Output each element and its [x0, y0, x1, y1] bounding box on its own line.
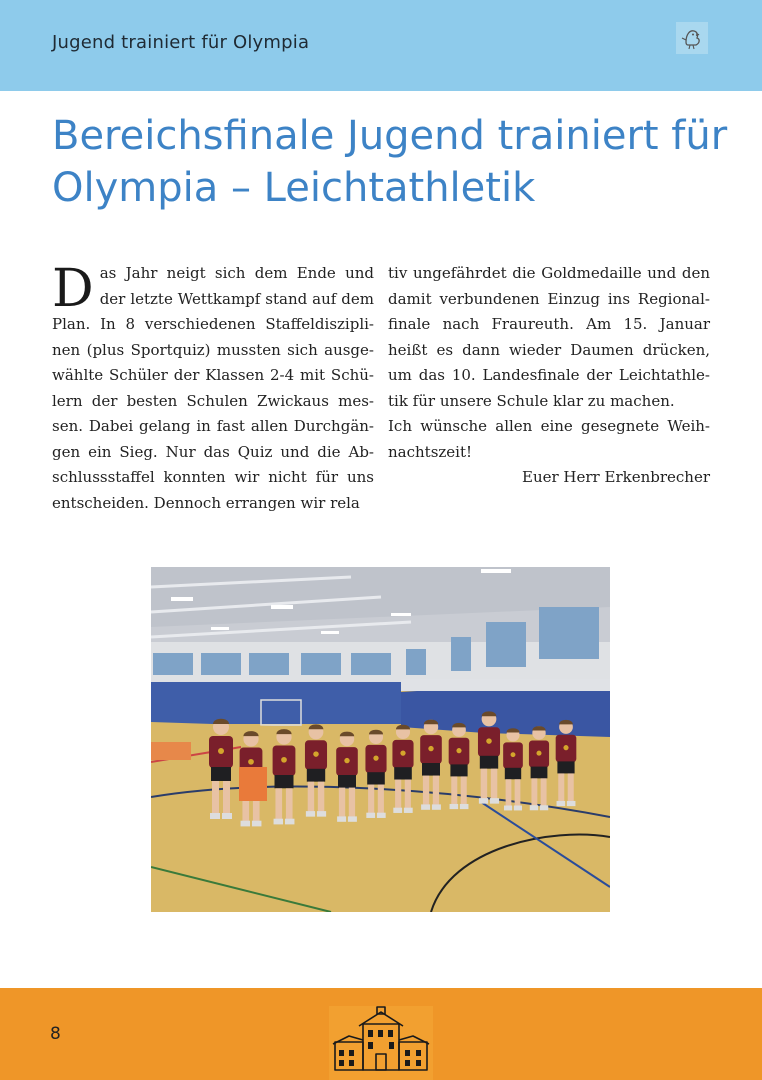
article-signature: Euer Herr Erkenbrecher: [522, 468, 710, 486]
school-building-icon: [329, 1006, 433, 1080]
article-paragraph-1: as Jahr neigt sich dem Ende und der letzte Wettkampf stand auf dem Plan. In 8 verschiedenen Staffeldisziplinen (plus Sportquiz) mussten sich ausgewählte Schüler der Klassen 2-4 mit Schülern der besten Schulen Zwickaus messen. Dabei gelang in fast allen Durchgängen ein Sieg. Nur das Quiz und die Abschlussstaffel konnten wir nicht für uns entscheiden. Dennoch errangen wir rela: [52, 264, 374, 512]
page-number: 8: [50, 1024, 61, 1044]
dropcap-letter: D: [52, 259, 94, 319]
certificate: [239, 767, 267, 801]
article-column-right: [388, 261, 710, 491]
article-title: Bereichsfinale Jugend trainiert für Olympia – Leichtathletik: [52, 113, 728, 211]
team-photo: [151, 567, 610, 912]
article-paragraph-2: tiv ungefährdet die Goldmedaille und den damit verbundenen Einzug ins Regionalfinale nach Fraureuth. Am 15. Januar heißt es dann wieder Daumen drücken, um das 10. Landesfinale der Leichtathletik für unsere Schule klar zu machen.: [388, 264, 710, 410]
article-paragraph-3: Ich wünsche allen eine gesegnete Weihnachtszeit!: [388, 417, 710, 461]
header-title: Jugend trainiert für Olympia: [52, 32, 310, 53]
article-column-left: [52, 261, 374, 516]
bird-icon: [676, 22, 708, 54]
